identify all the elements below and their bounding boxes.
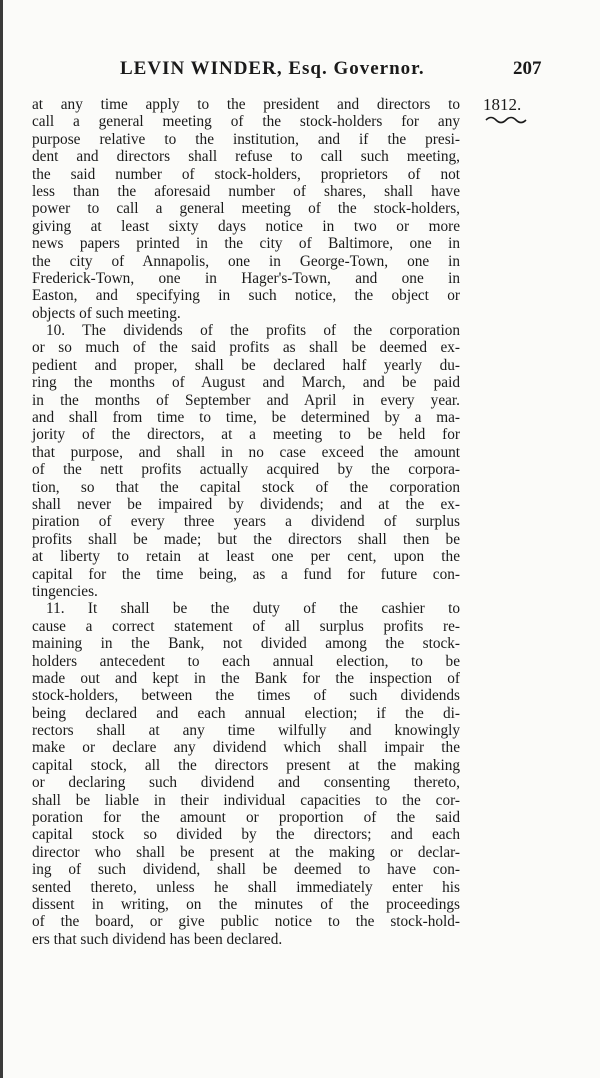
text-line: shall never be impaired by dividends; and at the ex- xyxy=(32,495,460,513)
text-line: less than the aforesaid number of shares, shall have xyxy=(32,182,460,200)
text-line: Easton, and specifying in such notice, the object or xyxy=(32,287,460,305)
text-line: dissent in writing, on the minutes of the proceedings xyxy=(32,895,460,913)
section-11-first-line: 11. It shall be the duty of the cashier to xyxy=(46,600,460,618)
text-line: make or declare any dividend which shall impair the xyxy=(32,739,460,757)
text-line: in the months of September and April in every year. xyxy=(32,391,460,409)
text-line: power to call a general meeting of the stock-holders, xyxy=(32,200,460,218)
text-line: rectors shall at any time wilfully and knowingly xyxy=(32,722,460,740)
running-header: LEVIN WINDER, Esq. Governor. xyxy=(120,58,425,79)
text-line: or so much of the said profits as shall be deemed ex- xyxy=(32,339,460,357)
text-line: the said number of stock-holders, proprietors of not xyxy=(32,165,460,183)
text-line: of the nett profits actually acquired by the corpora- xyxy=(32,461,460,479)
text-line: objects of such meeting. xyxy=(32,304,181,322)
text-line: profits shall be made; but the directors shall then be xyxy=(32,530,460,548)
margin-flourish-ornament xyxy=(484,114,528,126)
text-line: holders antecedent to each annual election, to be xyxy=(32,652,460,670)
text-line: capital for the time being, as a fund for future con- xyxy=(32,565,460,583)
text-line: poration for the amount or proportion of the said xyxy=(32,809,460,827)
text-line: pedient and proper, shall be declared half yearly du- xyxy=(32,356,460,374)
text-line: giving at least sixty days notice in two or more xyxy=(32,217,460,235)
text-line: of the board, or give public notice to the stock-hold- xyxy=(32,913,460,931)
text-line: tingencies. xyxy=(32,582,98,600)
text-line: ring the months of August and March, and be paid xyxy=(32,374,460,392)
text-line: capital stock, all the directors present at the making xyxy=(32,756,460,774)
text-line: being declared and each annual election; if the di- xyxy=(32,704,460,722)
text-line: dent and directors shall refuse to call such meeting, xyxy=(32,148,460,166)
text-line: call a general meeting of the stock-holders for any xyxy=(32,113,460,131)
text-line: ing of such dividend, shall be deemed to have con- xyxy=(32,861,460,879)
text-line: ers that such dividend has been declared. xyxy=(32,930,283,948)
text-line: purpose relative to the institution, and if the presi- xyxy=(32,130,460,148)
text-line: and shall from time to time, be determined by a ma- xyxy=(32,409,460,427)
margin-year-note: 1812. xyxy=(483,95,522,114)
text-line: capital stock so divided by the directors; and each xyxy=(32,826,460,844)
text-line: stock-holders, between the times of such dividends xyxy=(32,687,460,705)
page-number: 207 xyxy=(513,58,542,79)
text-line: Frederick-Town, one in Hager's-Town, and one in xyxy=(32,269,460,287)
text-line: tion, so that the capital stock of the corporation xyxy=(32,478,460,496)
body-text xyxy=(32,96,460,948)
text-line: news papers printed in the city of Baltimore, one in xyxy=(32,235,460,253)
text-line: made out and kept in the Bank for the inspection of xyxy=(32,669,460,687)
text-line: director who shall be present at the making or declar- xyxy=(32,843,460,861)
text-line: piration of every three years a dividend of surplus xyxy=(32,513,460,531)
text-line: at liberty to retain at least one per cent, upon the xyxy=(32,548,460,566)
text-line: sented thereto, unless he shall immediately enter his xyxy=(32,878,460,896)
text-line: that purpose, and shall in no case exceed the amount xyxy=(32,443,460,461)
text-line: maining in the Bank, not divided among the stock- xyxy=(32,635,460,653)
text-line: cause a correct statement of all surplus profits re- xyxy=(32,617,460,635)
section-10-first-line: 10. The dividends of the profits of the corporation xyxy=(46,322,460,340)
page-spine-edge xyxy=(0,0,3,1078)
text-line: jority of the directors, at a meeting to be held for xyxy=(32,426,460,444)
text-line: shall be liable in their individual capacities to the cor- xyxy=(32,791,460,809)
text-line: or declaring such dividend and consenting thereto, xyxy=(32,774,460,792)
text-line: the city of Annapolis, one in George-Town, one in xyxy=(32,252,460,270)
text-line: at any time apply to the president and directors to xyxy=(32,96,460,113)
